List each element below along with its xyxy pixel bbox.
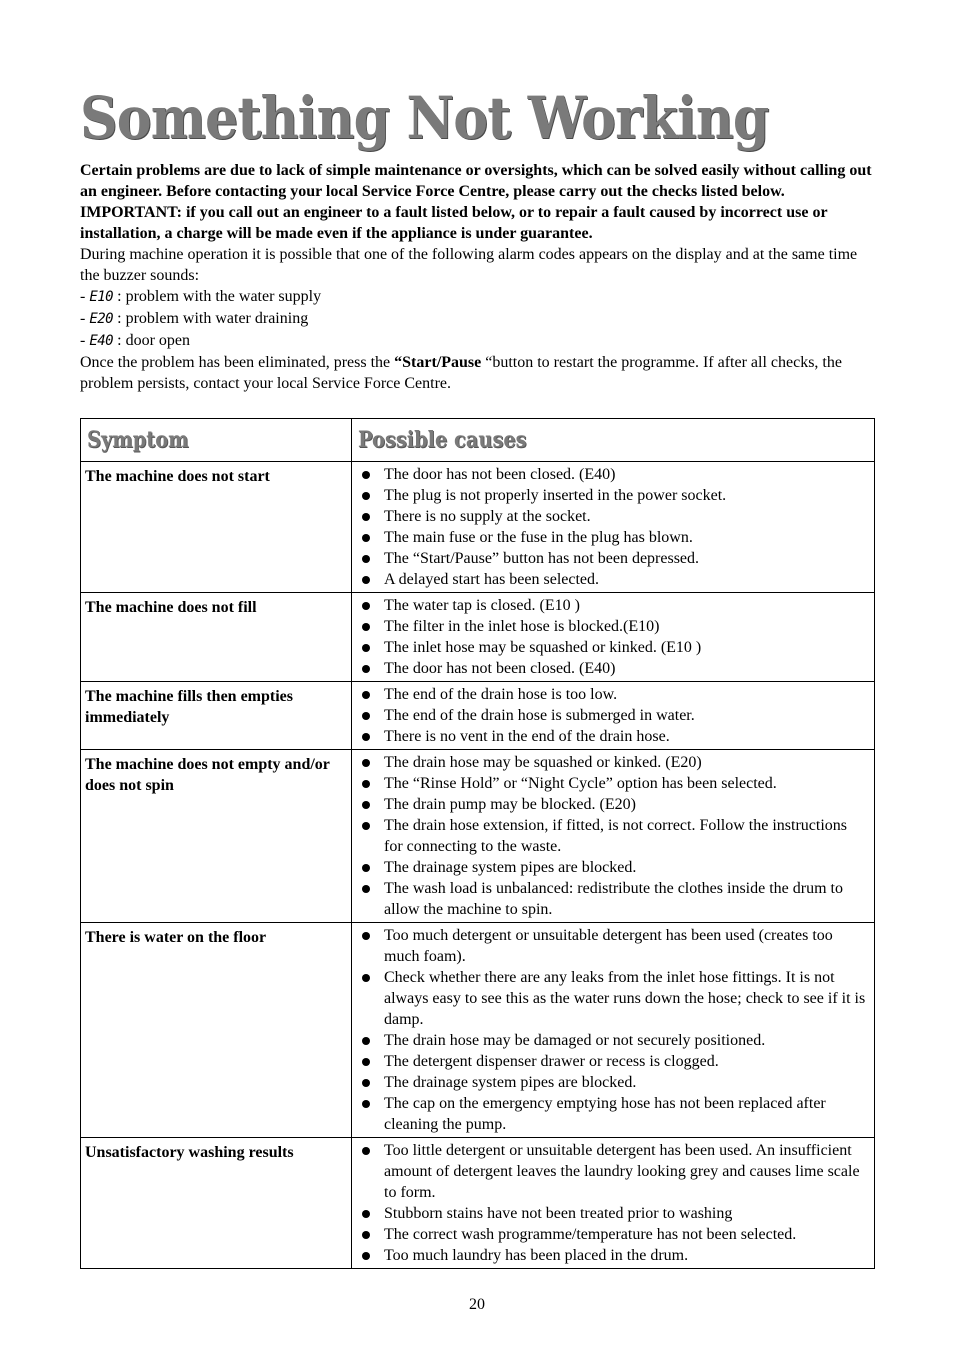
header-symptom-label: Symptom xyxy=(87,426,189,453)
alarm-code-description: : problem with water draining xyxy=(113,310,309,327)
symptom-cell: The machine does not start xyxy=(81,462,352,593)
list-item: There is no vent in the end of the drain hose. xyxy=(360,726,868,747)
intro-important-note: IMPORTANT: if you call out an engineer to a fault listed below, or to repair a fault caused by incorrect use or installation, a charge will be made even if the appliance is under guarantee. xyxy=(80,204,828,242)
list-item: The drain hose may be squashed or kinked. (E20) xyxy=(360,752,868,773)
table-row xyxy=(81,923,875,1138)
causes-cell xyxy=(352,923,875,1138)
list-item: Check whether there are any leaks from the inlet hose fittings. It is not always easy to see this as the water runs down the hose; check to see if it is damp. xyxy=(360,967,868,1030)
list-item: The end of the drain hose is too low. xyxy=(360,684,868,705)
list-item: Stubborn stains have not been treated prior to washing xyxy=(360,1203,868,1224)
table-row xyxy=(81,1138,875,1269)
intro-p4-text: Once the problem has been eliminated, press the xyxy=(80,354,395,371)
header-causes-label: Possible causes xyxy=(358,426,527,453)
table-header-row xyxy=(81,419,875,462)
intro-paragraph-3: During machine operation it is possible that one of the following alarm codes appears on the display and at the same time the buzzer sounds: xyxy=(80,246,858,284)
page-number: 20 xyxy=(469,1296,485,1313)
list-item: The drainage system pipes are blocked. xyxy=(360,1072,868,1093)
symptom-cell: The machine fills then empties immediately xyxy=(81,682,352,750)
intro-paragraph-4 xyxy=(80,352,874,394)
alarm-code-item: - E20 : problem with water draining xyxy=(80,310,309,327)
symptom-cell: The machine does not empty and/or does not spin xyxy=(81,750,352,923)
causes-list xyxy=(360,1140,868,1266)
causes-cell xyxy=(352,462,875,593)
header-symptom xyxy=(81,419,352,462)
causes-cell xyxy=(352,1138,875,1269)
list-item: The door has not been closed. (E40) xyxy=(360,464,868,485)
list-item: The door has not been closed. (E40) xyxy=(360,658,868,679)
header-causes xyxy=(352,419,875,462)
list-item: The detergent dispenser drawer or recess is clogged. xyxy=(360,1051,868,1072)
causes-list xyxy=(360,464,868,590)
list-item: Too little detergent or unsuitable detergent has been used. An insufficient amount of detergent leaves the laundry looking grey and causes lime scale to form. xyxy=(360,1140,868,1203)
causes-cell xyxy=(352,682,875,750)
alarm-code-description: : problem with the water supply xyxy=(113,288,322,305)
alarm-code: E10 xyxy=(89,289,114,305)
table-row xyxy=(81,593,875,682)
troubleshooting-table xyxy=(80,418,875,1269)
table-row xyxy=(81,682,875,750)
list-item: The end of the drain hose is submerged in water. xyxy=(360,705,868,726)
causes-list xyxy=(360,752,868,920)
table-row xyxy=(81,462,875,593)
symptom-cell: Unsatisfactory washing results xyxy=(81,1138,352,1269)
list-item: The drain pump may be blocked. (E20) xyxy=(360,794,868,815)
list-item: The cap on the emergency emptying hose has not been replaced after cleaning the pump. xyxy=(360,1093,868,1135)
list-item: The “Start/Pause” button has not been depressed. xyxy=(360,548,868,569)
list-item: The drain hose extension, if fitted, is not correct. Follow the instructions for connecting to the waste. xyxy=(360,815,868,857)
list-item: The water tap is closed. (E10 ) xyxy=(360,595,868,616)
alarm-code: E40 xyxy=(89,333,114,349)
symptom-cell: The machine does not fill xyxy=(81,593,352,682)
list-item: The “Rinse Hold” or “Night Cycle” option has been selected. xyxy=(360,773,868,794)
list-item: There is no supply at the socket. xyxy=(360,506,868,527)
symptom-cell: There is water on the floor xyxy=(81,923,352,1138)
alarm-code: E20 xyxy=(89,311,114,327)
list-item: The main fuse or the fuse in the plug has blown. xyxy=(360,527,868,548)
table-row xyxy=(81,750,875,923)
alarm-code-item: - E10 : problem with the water supply xyxy=(80,288,322,305)
intro-p4-text-end: “button to restart the programme. If after all checks, the problem persists, contact your local Service Force Centre. xyxy=(80,354,842,392)
list-item: Too much detergent or unsuitable detergent has been used (creates too much foam). xyxy=(360,925,868,967)
causes-cell xyxy=(352,593,875,682)
causes-list xyxy=(360,925,868,1135)
causes-cell xyxy=(352,750,875,923)
causes-list xyxy=(360,684,868,747)
list-item: The drainage system pipes are blocked. xyxy=(360,857,868,878)
intro-section xyxy=(80,160,874,394)
alarm-code-item: - E40 : door open xyxy=(80,332,190,349)
list-item: The inlet hose may be squashed or kinked. (E10 ) xyxy=(360,637,868,658)
alarm-code-description: : door open xyxy=(113,332,190,349)
list-item: The plug is not properly inserted in the power socket. xyxy=(360,485,868,506)
list-item: Too much laundry has been placed in the drum. xyxy=(360,1245,868,1266)
start-pause-label: “Start/Pause xyxy=(394,354,482,371)
list-item: The drain hose may be damaged or not securely positioned. xyxy=(360,1030,868,1051)
intro-paragraph-1: Certain problems are due to lack of simple maintenance or oversights, which can be solved easily without calling out an engineer. Before contacting your local Service Force Centre, please carry out the checks listed below. xyxy=(80,162,872,200)
page-title: Something Not Working xyxy=(80,84,769,152)
list-item: The correct wash programme/temperature has not been selected. xyxy=(360,1224,868,1245)
list-item: A delayed start has been selected. xyxy=(360,569,868,590)
causes-list xyxy=(360,595,868,679)
list-item: The wash load is unbalanced: redistribute the clothes inside the drum to allow the machine to spin. xyxy=(360,878,868,920)
list-item: The filter in the inlet hose is blocked.(E10) xyxy=(360,616,868,637)
